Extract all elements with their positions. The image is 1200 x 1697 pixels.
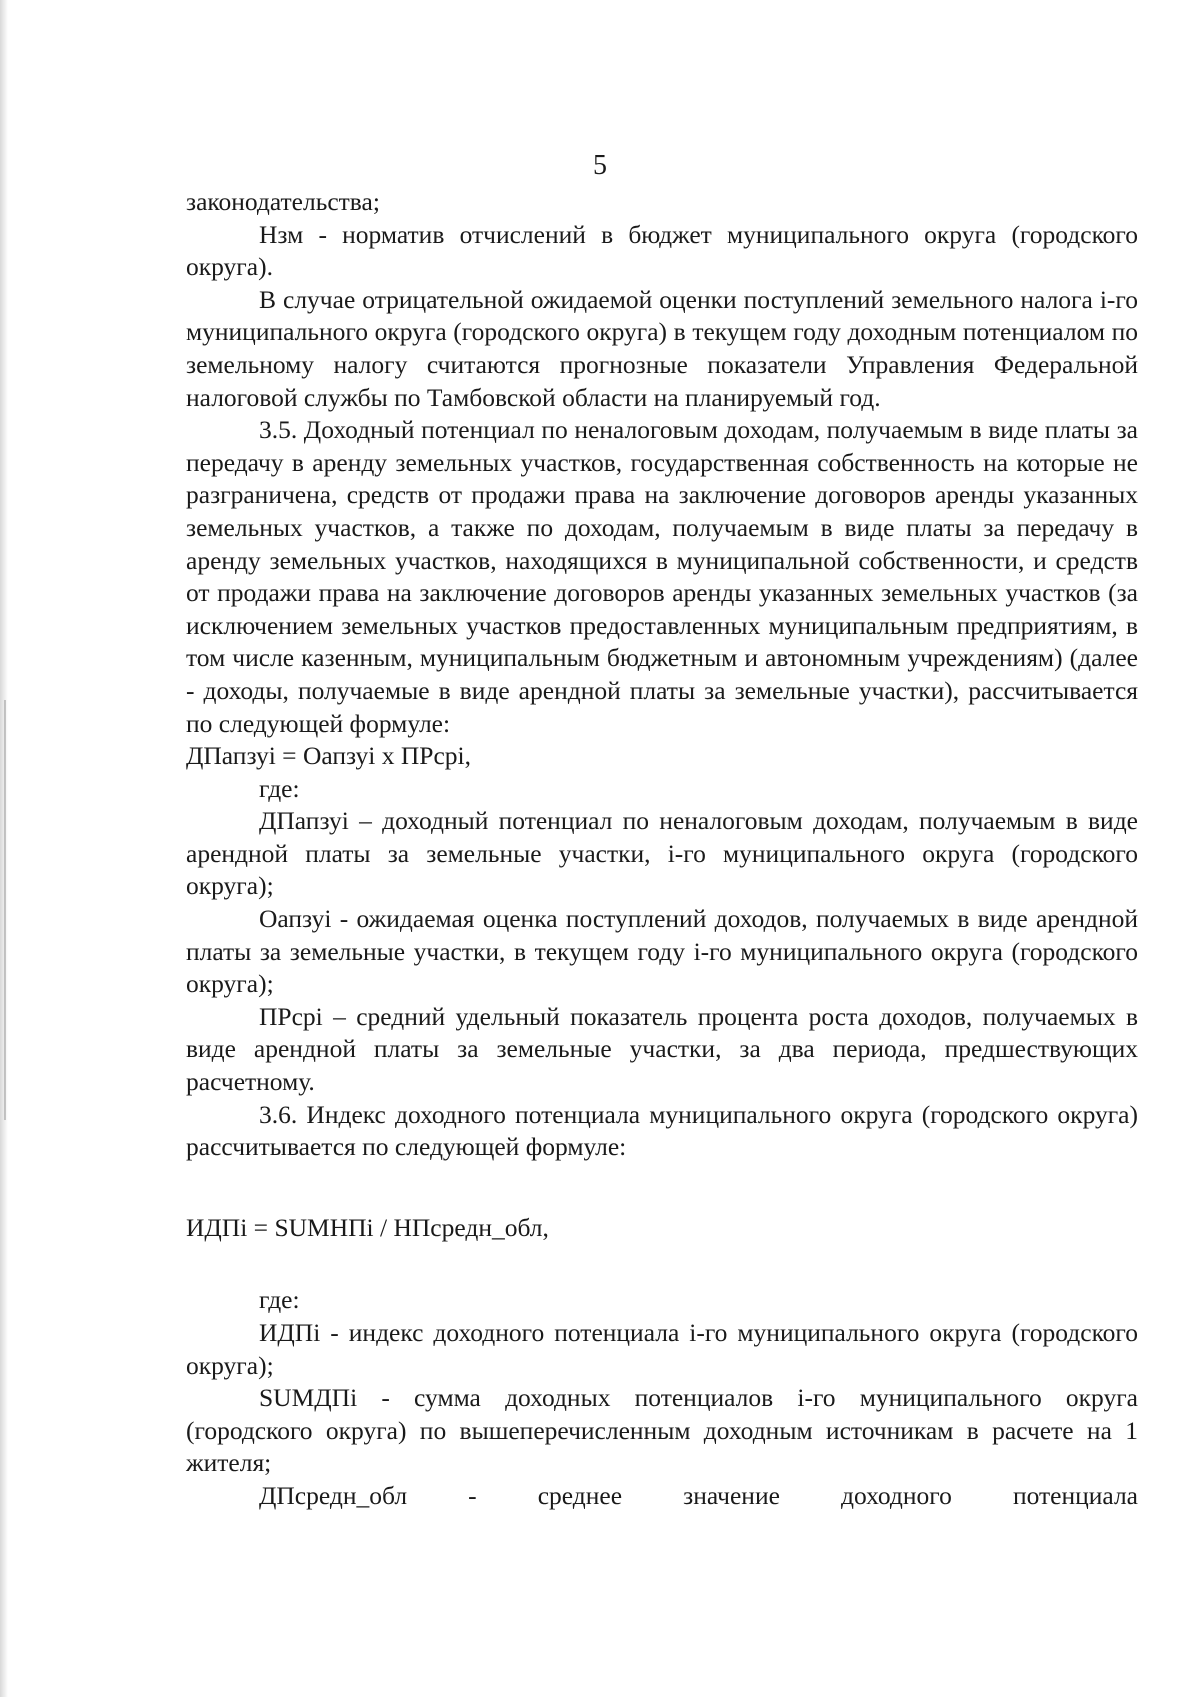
where-label: где: (259, 1285, 300, 1315)
paragraph: Оапзуi - ожидаемая оценка поступлений доходов, получаемых в виде арендной платы за земельные участки, в текущем году i-го муниципального округа (городского округа); (186, 904, 1138, 999)
spacer (186, 1244, 1138, 1284)
page-number: 5 (593, 150, 607, 181)
paragraph: ИДПi - индекс доходного потенциала i-го муниципального округа (городского округа); (186, 1318, 1138, 1380)
formula: ИДПi = SUMНПi / НПсредн_обл, (186, 1212, 549, 1242)
paragraph: Нзм - норматив отчислений в бюджет муниципального округа (городского округа). (186, 219, 1138, 282)
formula: ДПапзуi = Оапзуi х ПРсрi, (186, 741, 471, 771)
where-label: где: (259, 773, 300, 803)
paragraph: SUMДПi - сумма доходных потенциалов i-го муниципального округа (городского округа) по вышеперечисленным доходным источникам в расчете на 1 жителя; (186, 1383, 1138, 1478)
scan-edge-mark (4, 700, 6, 1120)
paragraph: ДПсредн_обл - среднее значение доходного потенциала (259, 1480, 1138, 1510)
paragraph: ДПапзуi – доходный потенциал по неналоговым доходам, получаемым в виде арендной платы за земельные участки, i-го муниципального округа (городского округа); (186, 806, 1138, 901)
paragraph: 3.5. Доходный потенциал по неналоговым доходам, получаемым в виде платы за передачу в аренду земельных участков, государственная собственность на которые не разграничена, средств от продажи права на заключение договоров аренды указанных земельных участков, а также по доходам, получаемым в виде платы за передачу в аренду земельных участков, находящихся в муниципальной собственности, и средств от продажи права на заключение договоров аренды указанных земельных участков (за исключением земельных участков предоставленных муниципальным предприятиям, в том числе казенным, муниципальным бюджетным и автономным учреждениям) (далее - доходы, получаемые в виде арендной платы за земельные участки), рассчитывается по следующей формуле: (186, 415, 1138, 738)
document-body (186, 186, 1138, 1513)
paragraph: 3.6. Индекс доходного потенциала муниципального округа (городского округа) рассчитывается по следующей формуле: (186, 1099, 1138, 1162)
paragraph: В случае отрицательной ожидаемой оценки поступлений земельного налога i-го муниципального округа (городского округа) в текущем году доходным потенциалом по земельному налогу считаются прогнозные показатели Управления Федеральной налоговой службы по Тамбовской области на планируемый год. (186, 284, 1138, 412)
paragraph: ПРсрi – средний удельный показатель процента роста доходов, получаемых в виде арендной платы за земельные участки, за два периода, предшествующих расчетному. (186, 1001, 1138, 1097)
paragraph: законодательства; (186, 187, 380, 216)
spacer (186, 1164, 1138, 1212)
